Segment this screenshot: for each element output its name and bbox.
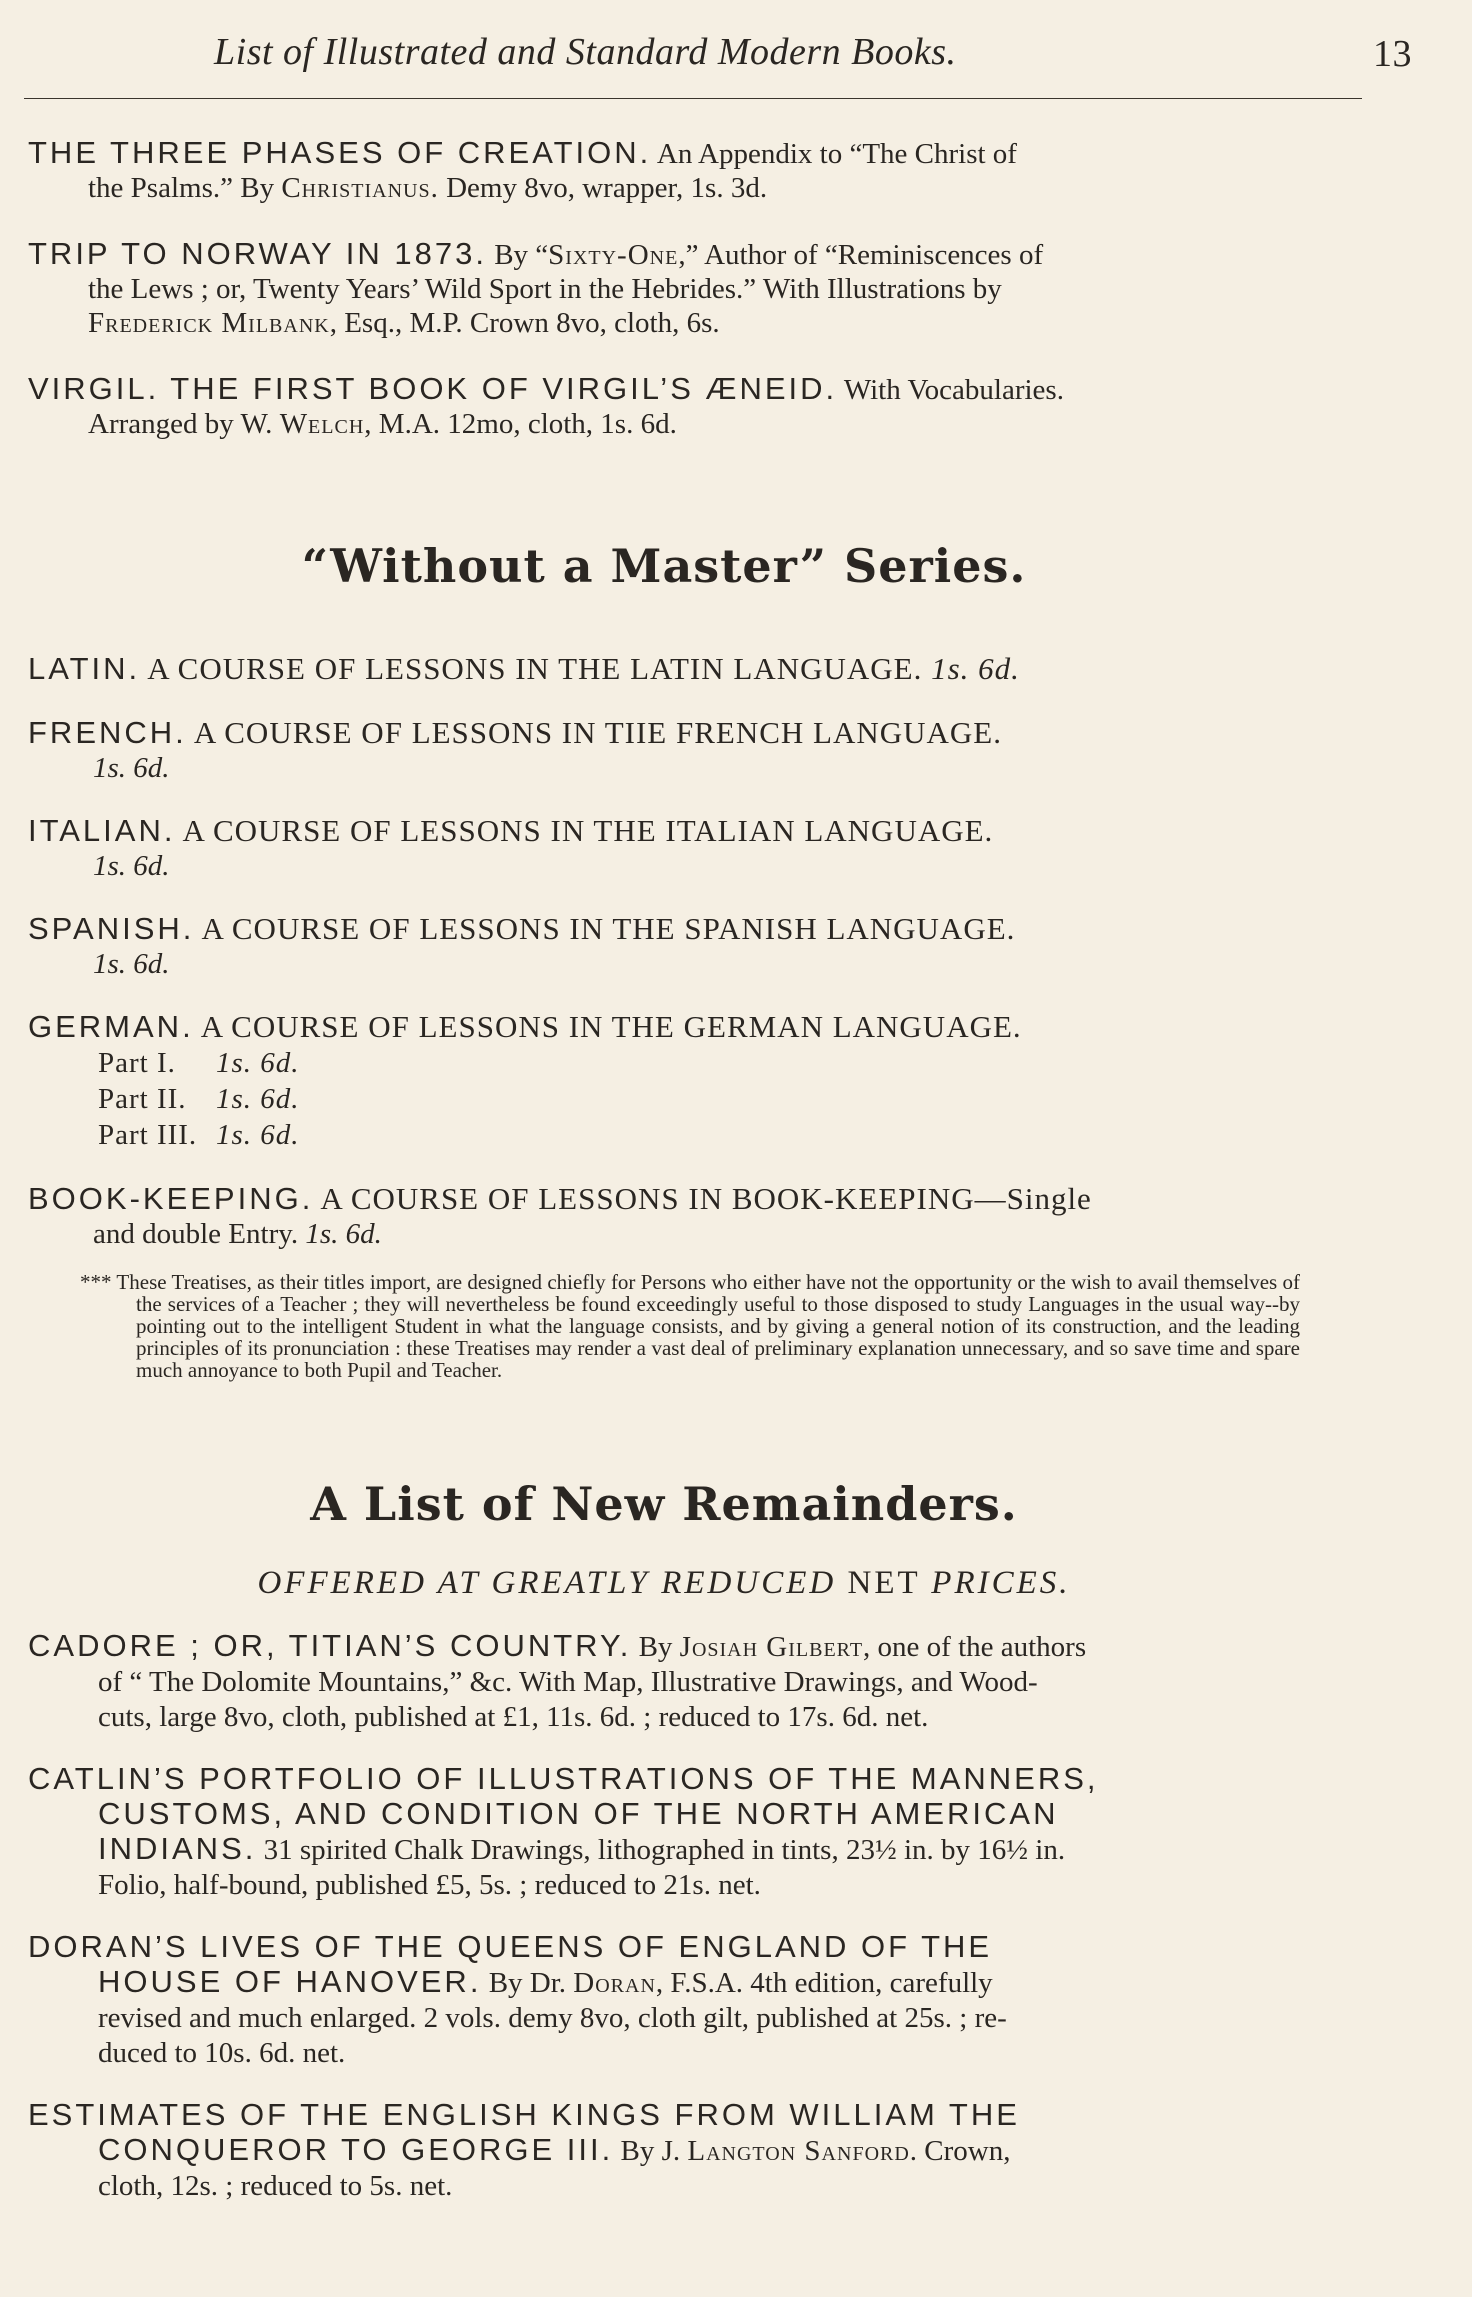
course-title: BOOK-KEEPING. <box>28 1181 314 1216</box>
part-label: Part II. <box>98 1083 187 1115</box>
remainder-title: HOUSE OF HANOVER. <box>98 1964 482 1999</box>
author-name: Frederick Milbank <box>88 307 330 339</box>
book-entry <box>28 372 1300 441</box>
author-name: Doran <box>573 1967 656 1999</box>
course-entry <box>28 715 1300 785</box>
remainder-entry <box>28 1929 1300 2071</box>
author-name: Josiah Gilbert <box>679 1631 864 1663</box>
course-price: 1s. 6d. <box>931 651 1020 686</box>
part-price: 1s. 6d. <box>216 1083 300 1115</box>
page-header-title: List of Illustrated and Standard Modern Books. <box>214 31 957 73</box>
entry-text: By <box>638 1631 680 1663</box>
course-desc: A COURSE OF LESSONS IN THE LATIN LANGUAGE. <box>147 651 923 686</box>
course-desc: A COURSE OF LESSONS IN THE SPANISH LANGUAGE. <box>201 911 1016 946</box>
author-pseudonym: Sixty-One <box>548 239 679 271</box>
entry-text: Demy 8vo, wrapper, 1s. 3d. <box>438 172 768 204</box>
footnote: *** These Treatises, as their titles import, are designed chiefly for Persons who either have not the opportunity or the wish to avail themselves of the services of a Teacher ; they will nevertheless be found exceedingly useful to those disposed to study Languages in the usual way--by pointing out to the intelligent Student in what the language consists, and by giving a general notion of its construction, and the leading principles of its pronunciation : these Treatises may render a vast deal of preliminary explanation unnecessary, and so save time and spare much annoyance to both Pupil and Teacher. <box>80 1270 1300 1382</box>
entry-text: , one of the authors <box>863 1631 1087 1663</box>
entry-text: An Appendix to “The Christ of <box>656 138 1017 170</box>
course-desc-cont: and double Entry. <box>93 1218 299 1250</box>
entry-text: duced to 10s. 6d. net. <box>98 2037 346 2069</box>
course-entry <box>28 813 1300 883</box>
course-desc: A COURSE OF LESSONS IN THE ITALIAN LANGUAGE. <box>182 813 994 848</box>
course-price: 1s. 6d. <box>305 1218 382 1250</box>
part-price: 1s. 6d. <box>216 1047 300 1079</box>
entry-text: Folio, half-bound, published £5, 5s. ; reduced to 21s. net. <box>98 1869 761 1901</box>
entry-text: the Psalms.” By <box>88 172 282 204</box>
entry-text: ,” Author of “Reminiscences of <box>678 239 1044 271</box>
offered-subheading <box>28 1565 1300 1602</box>
entry-text: By J. <box>613 2135 688 2167</box>
header-rule <box>24 98 1362 99</box>
author-name: Christianus. <box>281 172 439 204</box>
entry-text: revised and much enlarged. 2 vols. demy 8vo, cloth gilt, published at 25s. ; re- <box>98 2002 1007 2034</box>
entry-text: With Vocabularies. <box>843 374 1064 406</box>
part-row <box>98 1081 1300 1117</box>
book-title: VIRGIL. THE FIRST BOOK OF VIRGIL’S ÆNEID. <box>28 371 838 406</box>
remainder-title: ESTIMATES OF THE ENGLISH KINGS FROM WILLIAM THE <box>28 2097 1020 2132</box>
part-label: Part I. <box>98 1047 176 1079</box>
course-price: 1s. 6d. <box>93 850 170 882</box>
entry-text: of “ The Dolomite Mountains,” &c. With Map, Illustrative Drawings, and Wood- <box>98 1666 1038 1698</box>
german-parts <box>28 1045 1300 1153</box>
remainder-entry <box>28 1628 1300 1735</box>
remainder-title: CADORE ; OR, TITIAN’S COUNTRY. <box>28 1628 632 1663</box>
course-title: LATIN. <box>28 651 141 686</box>
course-price: 1s. 6d. <box>93 752 170 784</box>
part-price: 1s. 6d. <box>216 1119 300 1151</box>
course-entry <box>28 1181 1300 1251</box>
offered-text: OFFERED AT GREATLY REDUCED <box>257 1565 837 1601</box>
part-row <box>98 1117 1300 1153</box>
entry-text: 31 spirited Chalk Drawings, lithographed in tints, 23½ in. by 16½ in. <box>256 1834 1066 1866</box>
course-desc: A COURSE OF LESSONS IN BOOK-KEEPING—Single <box>320 1181 1092 1216</box>
remainder-title: DORAN’S LIVES OF THE QUEENS OF ENGLAND OF THE <box>28 1929 993 1964</box>
book-title: TRIP TO NORWAY IN 1873. <box>28 236 487 271</box>
remainder-entry <box>28 1761 1300 1903</box>
course-title: SPANISH. <box>28 911 195 946</box>
offered-text: PRICES. <box>931 1565 1071 1601</box>
remainder-title: CONQUEROR TO GEORGE III. <box>98 2132 614 2167</box>
book-entry <box>28 237 1300 340</box>
entry-text: , Esq., M.P. Crown 8vo, cloth, 6s. <box>329 307 720 339</box>
entry-text: , F.S.A. 4th edition, carefully <box>655 1967 993 1999</box>
course-title: GERMAN. <box>28 1009 194 1044</box>
entry-text: . Crown, <box>909 2135 1011 2167</box>
entry-text: Arranged by W. <box>88 408 280 440</box>
entry-text: By “ <box>494 239 549 271</box>
remainder-title: INDIANS. <box>98 1831 257 1866</box>
running-header <box>44 30 1412 75</box>
offered-text: NET <box>847 1565 921 1601</box>
course-desc: A COURSE OF LESSONS IN TIIE FRENCH LANGUAGE. <box>193 715 1002 750</box>
remainders-heading: A List of New Remainders. <box>310 1477 1018 1531</box>
course-title: FRENCH. <box>28 715 187 750</box>
series-heading: “Without a Master” Series. <box>301 539 1027 593</box>
part-label: Part III. <box>98 1119 198 1151</box>
entry-text: , M.A. 12mo, cloth, 1s. 6d. <box>364 408 677 440</box>
entry-text: cuts, large 8vo, cloth, published at £1, 11s. 6d. ; reduced to 17s. 6d. net. <box>98 1701 929 1733</box>
course-desc: A COURSE OF LESSONS IN THE GERMAN LANGUAGE. <box>200 1009 1022 1044</box>
entry-text: cloth, 12s. ; reduced to 5s. net. <box>98 2170 453 2202</box>
part-row <box>98 1045 1300 1081</box>
course-price: 1s. 6d. <box>93 948 170 980</box>
course-entry <box>28 1009 1300 1153</box>
course-title: ITALIAN. <box>28 813 176 848</box>
remainder-title: CUSTOMS, AND CONDITION OF THE NORTH AMERICAN <box>98 1796 1059 1831</box>
author-name: Welch <box>279 408 365 440</box>
remainder-entry <box>28 2097 1300 2204</box>
page-number: 13 <box>1373 33 1412 75</box>
book-entry <box>28 136 1300 205</box>
page-content <box>28 136 1300 2230</box>
entry-text: By Dr. <box>481 1967 574 1999</box>
book-title: THE THREE PHASES OF CREATION. <box>28 135 652 170</box>
remainder-title: CATLIN’S PORTFOLIO OF ILLUSTRATIONS OF THE MANNERS, <box>28 1761 1099 1796</box>
course-entry <box>28 911 1300 981</box>
entry-text: the Lews ; or, Twenty Years’ Wild Sport in the Hebrides.” With Illustrations by <box>88 273 1002 305</box>
course-entry <box>28 651 1300 687</box>
author-name: Langton Sanford <box>687 2135 910 2167</box>
